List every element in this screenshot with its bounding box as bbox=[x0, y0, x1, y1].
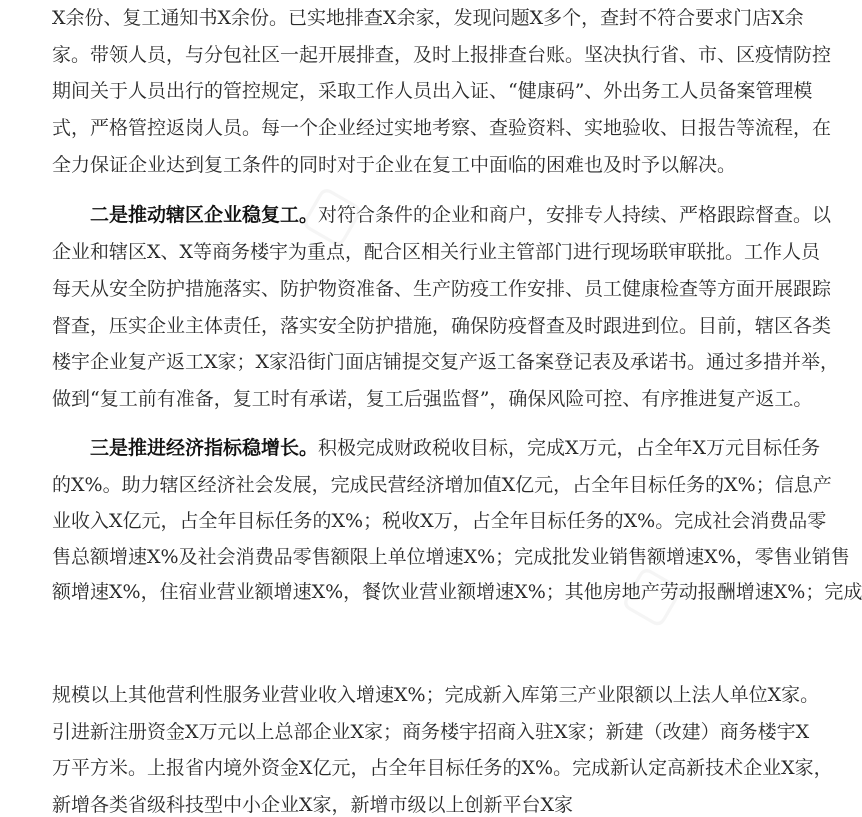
text-line: 引进新注册资金X万元以上总部企业X家；商务楼宇招商入驻X家；新建（改建）商务楼宇X bbox=[52, 721, 810, 743]
text-line: 式，严格管控返岗人员。每一个企业经过实地考察、查验资料、实地验收、日报告等流程，在 bbox=[52, 117, 832, 139]
text-line: 企业和辖区X、X等商务楼宇为重点，配合区相关行业主管部门进行现场联审联批。工作人员 bbox=[52, 241, 821, 263]
text-line: 期间关于人员出行的管控规定，采取工作人员出入证、“健康码”、外出务工人员备案管理模 bbox=[52, 80, 813, 102]
text-line: 售总额增速X%及社会消费品零售额限上单位增速X%；完成批发业销售额增速X%，零售业销售 bbox=[52, 546, 850, 568]
text-line: 规模以上其他营利性服务业营业收入增速X%；完成新入库第三产业限额以上法人单位X家。 bbox=[52, 684, 820, 706]
text-line: 万平方米。上报省内境外资金X亿元，占全年目标任务的X%。完成新认定高新技术企业X家， bbox=[52, 757, 833, 779]
text-line: 额增速X%，住宿业营业额增速X%，餐饮业营业额增速X%；其他房地产劳动报酬增速X%；完成 bbox=[52, 581, 862, 603]
text-line: 业收入X亿元，占全年目标任务的X%；税收X万，占全年目标任务的X%。完成社会消费品零 bbox=[52, 510, 827, 532]
text-span: 对符合条件的企业和商户，安排专人持续、严格跟踪督查。以 bbox=[318, 204, 832, 226]
text-line: 全力保证企业达到复工条件的同时对于企业在复工中面临的困难也及时予以解决。 bbox=[52, 154, 737, 176]
text-line: 的X%。助力辖区经济社会发展，完成民营经济增加值X亿元，占全年目标任务的X%；信息产 bbox=[52, 474, 832, 496]
text-line: 楼宇企业复产返工X家；X家沿街门面店铺提交复产返工备案登记表及承诺书。通过多措并举， bbox=[52, 351, 840, 373]
text-line bbox=[90, 203, 832, 227]
text-line: 每天从安全防护措施落实、防护物资准备、生产防疫工作安排、员工健康检查等方面开展跟踪 bbox=[52, 278, 832, 300]
text-line: 督查，压实企业主体责任，落实安全防护措施，确保防疫督查及时跟进到位。目前，辖区各类 bbox=[52, 315, 832, 337]
text-line: 新增各类省级科技型中小企业X家，新增市级以上创新平台X家 bbox=[52, 794, 574, 816]
section-heading: 三是推进经济指标稳增长。 bbox=[90, 437, 319, 459]
text-span: 积极完成财政税收目标，完成X万元，占全年X万元目标任务 bbox=[318, 437, 821, 459]
section-heading: 二是推动辖区企业稳复工。 bbox=[90, 204, 319, 226]
text-line: X余份、复工通知书X余份。已实地排查X余家，发现问题X多个，查封不符合要求门店X余 bbox=[52, 7, 804, 29]
text-line: 家。带领人员，与分包社区一起开展排查，及时上报排查台账。坚决执行省、市、区疫情防控 bbox=[52, 44, 832, 66]
text-line: 做到“复工前有准备，复工时有承诺，复工后强监督”，确保风险可控、有序推进复产返工。 bbox=[52, 388, 813, 410]
text-line bbox=[90, 436, 821, 460]
